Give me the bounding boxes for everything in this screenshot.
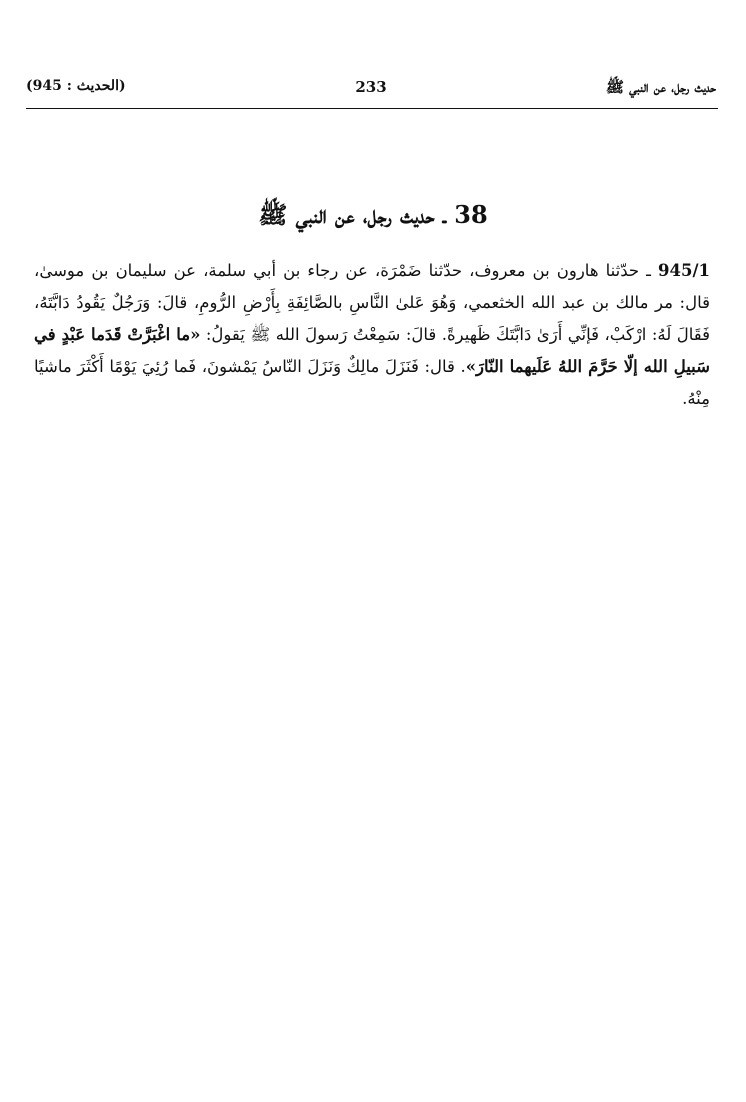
hadith-text-part1: ـ حدّثنا هارون بن معروف، حدّثنا ضَمْرَة، عن رجاء بن أبي سلمة، عن سليمان بن موسىٰ، قال: مر مالك بن عبد الله الخثعمي، وَهُوَ عَلىٰ النَّاسِ بالصَّائِفَةِ بِأَرْضِ الرُّومِ، قالَ: وَرَجُلٌ يَقُودُ دَابَّتَهُ، فَقَالَ لَهُ: ارْكَبْ، فَإنِّي أَرَىٰ دَابَّتَكَ ظَهيرةً. قالَ: سَمِعْتُ رَسولَ الله ﷺ يَقولُ:: [34, 261, 710, 344]
running-header: [26, 74, 716, 104]
running-title: حديث رجل، عن النبي ﷺ: [605, 78, 716, 96]
hadith-reference: (الحديث : 945): [26, 78, 126, 94]
hadith-paragraph: [34, 255, 710, 415]
hadith-text-part2: . قال: فَنَزَلَ مالِكٌ وَنَزَلَ النّاسُ يَمْشونَ، فَما رُئِيَ يَوْمًا أَكْثَرَ ماشيًا مِنْهُ.: [34, 357, 710, 408]
header-divider: [26, 108, 718, 109]
section-title: 38 ـ حديث رجل، عن النبي ﷺ: [258, 200, 488, 229]
prophetic-quote: «ما اغْبَرَّتْ قَدَما عَبْدٍ في سَبيلِ الله إلّا حَرَّمَ اللهُ عَلَيهما النّارَ»: [34, 325, 710, 376]
hadith-number: 945/1: [658, 261, 710, 280]
page-number: 233: [355, 78, 387, 96]
